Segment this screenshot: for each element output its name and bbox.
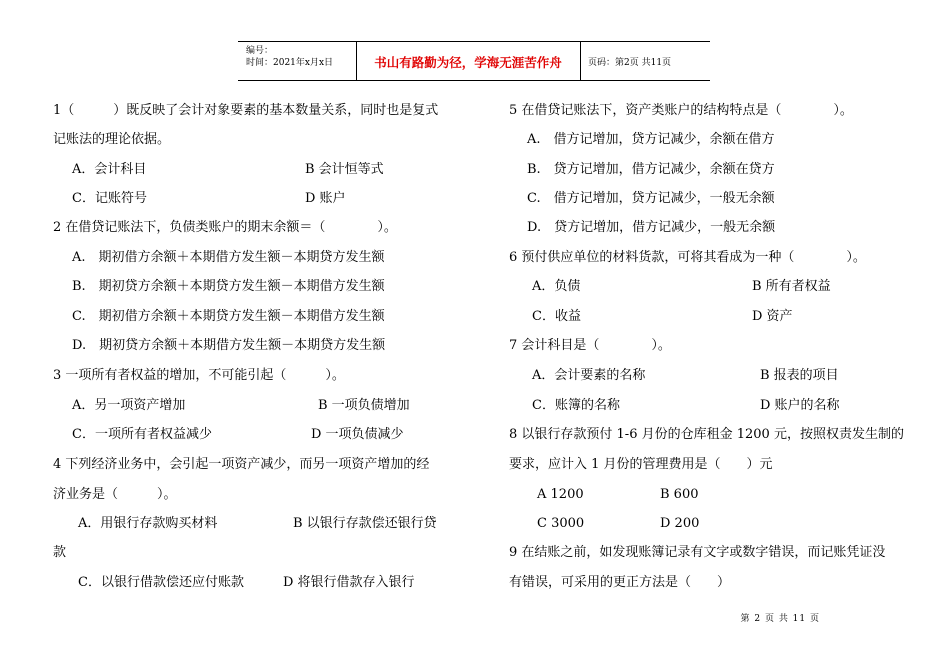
question-4-option-b-cont: 款 xyxy=(53,545,67,560)
question-2-option-a: A. 期初借方余额＋本期借方发生额－本期贷方发生额 xyxy=(72,250,385,265)
question-1-stem-cont: 记账法的理论依据。 xyxy=(53,132,171,147)
question-7-option-d: D 账户的名称 xyxy=(760,398,840,413)
question-3-option-d: D 一项负债减少 xyxy=(311,427,404,442)
question-2-option-d: D. 期初贷方余额＋本期借方发生额－本期贷方发生额 xyxy=(72,338,386,353)
question-5-stem: 5 在借贷记账法下，资产类账户的结构特点是（ ）。 xyxy=(509,103,853,118)
question-3-option-b: B 一项负债增加 xyxy=(318,398,410,413)
question-8-option-a: A 1200 xyxy=(537,487,584,502)
question-3-option-a: A．另一项资产增加 xyxy=(72,398,186,413)
header-number-label: 编号： xyxy=(246,46,274,56)
question-3-option-c: C．一项所有者权益减少 xyxy=(72,427,212,442)
question-2-option-c: C. 期初借方余额＋本期贷方发生额－本期借方发生额 xyxy=(72,309,385,324)
question-7-option-c: C．账簿的名称 xyxy=(532,398,620,413)
question-6-option-a: A．负债 xyxy=(532,279,581,294)
question-4-option-a: A．用银行存款购买材料 xyxy=(78,516,218,531)
question-4-option-c: C．以银行借款偿还应付账款 xyxy=(78,575,244,590)
question-8-stem-cont: 要求，应计入 1 月份的管理费用是（ ）元 xyxy=(509,457,773,472)
header-page-number: 页码：第2页 共11页 xyxy=(588,58,672,68)
question-6-option-c: C．收益 xyxy=(532,309,581,324)
question-9-stem: 9 在结账之前，如发现账簿记录有文字或数字错误，而记账凭证没 xyxy=(509,545,886,560)
page-footer: 第 2 页 共 11 页 xyxy=(740,614,820,624)
question-2-stem: 2 在借贷记账法下，负债类账户的期末余额＝（ ）。 xyxy=(53,220,397,235)
question-7-stem: 7 会计科目是（ ）。 xyxy=(509,338,671,353)
question-4-stem: 4 下列经济业务中，会引起一项资产减少，而另一项资产增加的经 xyxy=(53,457,430,472)
question-5-option-d: D. 贷方记增加，借方记减少，一般无余额 xyxy=(527,220,776,235)
question-8-option-b: B 600 xyxy=(660,487,699,502)
header-divider xyxy=(356,42,357,80)
header-divider xyxy=(580,42,581,80)
question-4-option-b: B 以银行存款偿还银行贷 xyxy=(293,516,437,531)
question-6-option-b: B 所有者权益 xyxy=(752,279,831,294)
question-8-option-c: C 3000 xyxy=(537,516,585,531)
question-4-stem-cont: 济业务是（ ）。 xyxy=(53,487,177,502)
question-1-option-b: B 会计恒等式 xyxy=(305,162,384,177)
question-9-stem-cont: 有错误，可采用的更正方法是（ ） xyxy=(509,575,731,590)
question-2-option-b: B. 期初贷方余额＋本期贷方发生额－本期借方发生额 xyxy=(72,279,385,294)
question-3-stem: 3 一项所有者权益的增加，不可能引起（ ）。 xyxy=(53,368,345,383)
header-time: 时间：2021年x月x日 xyxy=(246,58,334,68)
question-5-option-a: A. 借方记增加，贷方记减少，余额在借方 xyxy=(527,132,775,147)
question-6-stem: 6 预付供应单位的材料货款，可将其看成为一种（ ）。 xyxy=(509,250,866,265)
question-1-option-c: C．记账符号 xyxy=(72,191,147,206)
question-8-stem: 8 以银行存款预付 1-6 月份的仓库租金 1200 元，按照权责发生制的 xyxy=(509,427,904,442)
question-7-option-a: A．会计要素的名称 xyxy=(532,368,646,383)
question-8-option-d: D 200 xyxy=(660,516,700,531)
question-1-option-d: D 账户 xyxy=(305,191,346,206)
header-meta xyxy=(246,45,333,69)
page-header xyxy=(238,41,710,81)
question-5-option-b: B. 贷方记增加，借方记减少，余额在贷方 xyxy=(527,162,775,177)
question-4-option-d: D 将银行借款存入银行 xyxy=(283,575,415,590)
question-5-option-c: C. 借方记增加，贷方记减少，一般无余额 xyxy=(527,191,775,206)
header-motto: 书山有路勤为径，学海无涯苦作舟 xyxy=(374,55,562,70)
question-7-option-b: B 报表的项目 xyxy=(760,368,839,383)
question-6-option-d: D 资产 xyxy=(752,309,793,324)
question-1-option-a: A．会计科目 xyxy=(72,162,147,177)
question-1-stem: 1（ ）既反映了会计对象要素的基本数量关系，同时也是复式 xyxy=(53,103,439,118)
